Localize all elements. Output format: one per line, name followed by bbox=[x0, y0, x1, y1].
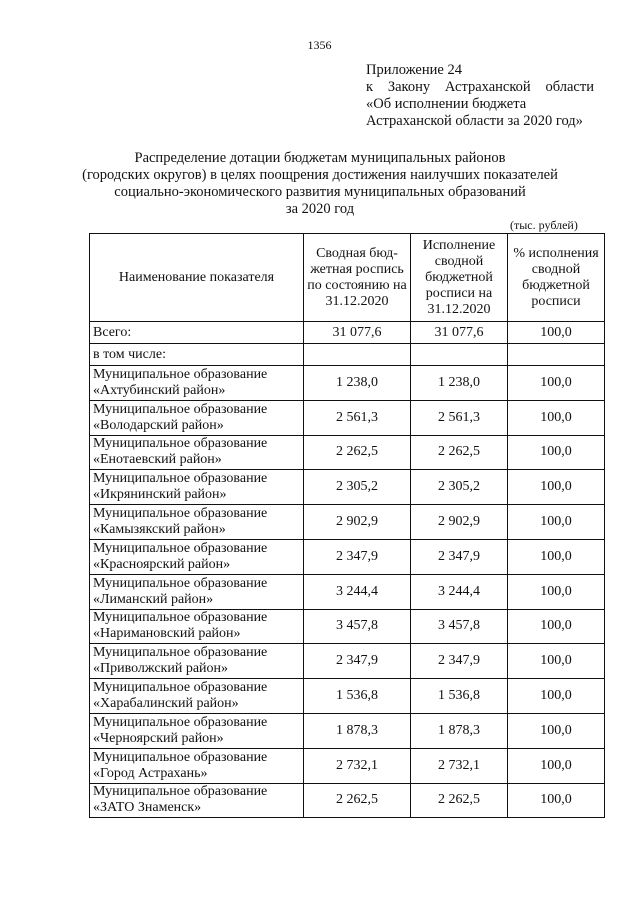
appendix-line-1: Приложение 24 bbox=[366, 62, 462, 78]
row-name: Муниципальное образование «Енотаевский район» bbox=[90, 435, 304, 470]
row-actual: 2 732,1 bbox=[411, 748, 508, 783]
row-actual: 2 262,5 bbox=[411, 435, 508, 470]
row-actual: 2 347,9 bbox=[411, 539, 508, 574]
title-line-1: Распределение дотации бюджетам муниципальных районов bbox=[134, 150, 506, 166]
row-plan: 1 878,3 bbox=[304, 713, 411, 748]
appendix-line-2-word: области bbox=[545, 79, 594, 95]
appendix-line-4: Астраханской области за 2020 год» bbox=[366, 113, 583, 129]
empty-cell bbox=[304, 344, 411, 366]
table-row bbox=[90, 400, 605, 435]
row-actual: 2 347,9 bbox=[411, 644, 508, 679]
row-name: Муниципальное образование «Лиманский район» bbox=[90, 574, 304, 609]
row-name: Муниципальное образование «Приволжский район» bbox=[90, 644, 304, 679]
table-row bbox=[90, 574, 605, 609]
row-actual: 3 457,8 bbox=[411, 609, 508, 644]
row-percent: 100,0 bbox=[508, 435, 605, 470]
row-plan: 3 457,8 bbox=[304, 609, 411, 644]
table-row bbox=[90, 609, 605, 644]
empty-cell bbox=[411, 344, 508, 366]
appendix-line-2-word: Закону bbox=[387, 79, 431, 95]
row-name: Муниципальное образование «Икрянинский район» bbox=[90, 470, 304, 505]
row-name: Муниципальное образование «Володарский район» bbox=[90, 400, 304, 435]
appendix-line-3: «Об исполнении бюджета bbox=[366, 96, 527, 112]
row-plan: 2 561,3 bbox=[304, 400, 411, 435]
row-percent: 100,0 bbox=[508, 748, 605, 783]
document-title bbox=[40, 150, 600, 218]
row-actual: 3 244,4 bbox=[411, 574, 508, 609]
row-name: Муниципальное образование «Харабалинский район» bbox=[90, 679, 304, 714]
title-line-2: (городских округов) в целях поощрения достижения наилучших показателей bbox=[82, 167, 558, 183]
table-row bbox=[90, 470, 605, 505]
row-name: Муниципальное образование «Ахтубинский район» bbox=[90, 366, 304, 401]
row-plan: 1 536,8 bbox=[304, 679, 411, 714]
row-plan: 2 262,5 bbox=[304, 435, 411, 470]
budget-table bbox=[89, 233, 605, 818]
units-note: (тыс. рублей) bbox=[510, 218, 578, 232]
table-header-row bbox=[90, 234, 605, 322]
row-actual: 1 238,0 bbox=[411, 366, 508, 401]
row-name: Муниципальное образование «Наримановский район» bbox=[90, 609, 304, 644]
total-label: Всего: bbox=[90, 322, 304, 344]
row-actual: 1 878,3 bbox=[411, 713, 508, 748]
header-planned-budget: Сводная бюд-жетная роспись по состоянию на 31.12.2020 bbox=[304, 234, 411, 322]
appendix-line-2-word: Астраханской bbox=[444, 79, 531, 95]
row-plan: 2 262,5 bbox=[304, 783, 411, 818]
row-percent: 100,0 bbox=[508, 366, 605, 401]
table-row bbox=[90, 505, 605, 540]
total-row bbox=[90, 322, 605, 344]
header-execution: Исполнение сводной бюджетной росписи на 31.12.2020 bbox=[411, 234, 508, 322]
row-actual: 1 536,8 bbox=[411, 679, 508, 714]
total-actual: 31 077,6 bbox=[411, 322, 508, 344]
row-plan: 2 347,9 bbox=[304, 644, 411, 679]
row-plan: 3 244,4 bbox=[304, 574, 411, 609]
row-percent: 100,0 bbox=[508, 400, 605, 435]
row-percent: 100,0 bbox=[508, 505, 605, 540]
subheading-row bbox=[90, 344, 605, 366]
row-plan: 2 732,1 bbox=[304, 748, 411, 783]
header-indicator-name: Наименование показателя bbox=[90, 234, 304, 322]
row-name: Муниципальное образование «Красноярский район» bbox=[90, 539, 304, 574]
row-actual: 2 561,3 bbox=[411, 400, 508, 435]
row-percent: 100,0 bbox=[508, 609, 605, 644]
appendix-line-2 bbox=[366, 79, 594, 96]
appendix-line-2-word: к bbox=[366, 79, 374, 95]
row-percent: 100,0 bbox=[508, 574, 605, 609]
row-percent: 100,0 bbox=[508, 644, 605, 679]
table-row bbox=[90, 539, 605, 574]
empty-cell bbox=[508, 344, 605, 366]
row-plan: 2 305,2 bbox=[304, 470, 411, 505]
row-actual: 2 305,2 bbox=[411, 470, 508, 505]
table-row bbox=[90, 366, 605, 401]
title-line-4: за 2020 год bbox=[285, 201, 355, 217]
page-number: 1356 bbox=[307, 38, 332, 52]
table-row bbox=[90, 713, 605, 748]
total-percent: 100,0 bbox=[508, 322, 605, 344]
row-percent: 100,0 bbox=[508, 783, 605, 818]
row-percent: 100,0 bbox=[508, 713, 605, 748]
row-name: Муниципальное образование «ЗАТО Знаменск» bbox=[90, 783, 304, 818]
row-percent: 100,0 bbox=[508, 679, 605, 714]
subheading-label: в том числе: bbox=[90, 344, 304, 366]
title-line-3: социально-экономического развития муниципальных образований bbox=[114, 184, 526, 200]
table-row bbox=[90, 783, 605, 818]
table-row bbox=[90, 644, 605, 679]
total-plan: 31 077,6 bbox=[304, 322, 411, 344]
row-actual: 2 902,9 bbox=[411, 505, 508, 540]
row-name: Муниципальное образование «Черноярский район» bbox=[90, 713, 304, 748]
row-plan: 2 902,9 bbox=[304, 505, 411, 540]
row-actual: 2 262,5 bbox=[411, 783, 508, 818]
row-name: Муниципальное образование «Город Астрахань» bbox=[90, 748, 304, 783]
row-plan: 2 347,9 bbox=[304, 539, 411, 574]
table-row bbox=[90, 679, 605, 714]
header-execution-percent: % исполнения сводной бюджетной росписи bbox=[508, 234, 605, 322]
row-name: Муниципальное образование «Камызякский район» bbox=[90, 505, 304, 540]
row-percent: 100,0 bbox=[508, 470, 605, 505]
table-row bbox=[90, 435, 605, 470]
row-percent: 100,0 bbox=[508, 539, 605, 574]
row-plan: 1 238,0 bbox=[304, 366, 411, 401]
appendix-reference bbox=[366, 62, 594, 130]
table-row bbox=[90, 748, 605, 783]
